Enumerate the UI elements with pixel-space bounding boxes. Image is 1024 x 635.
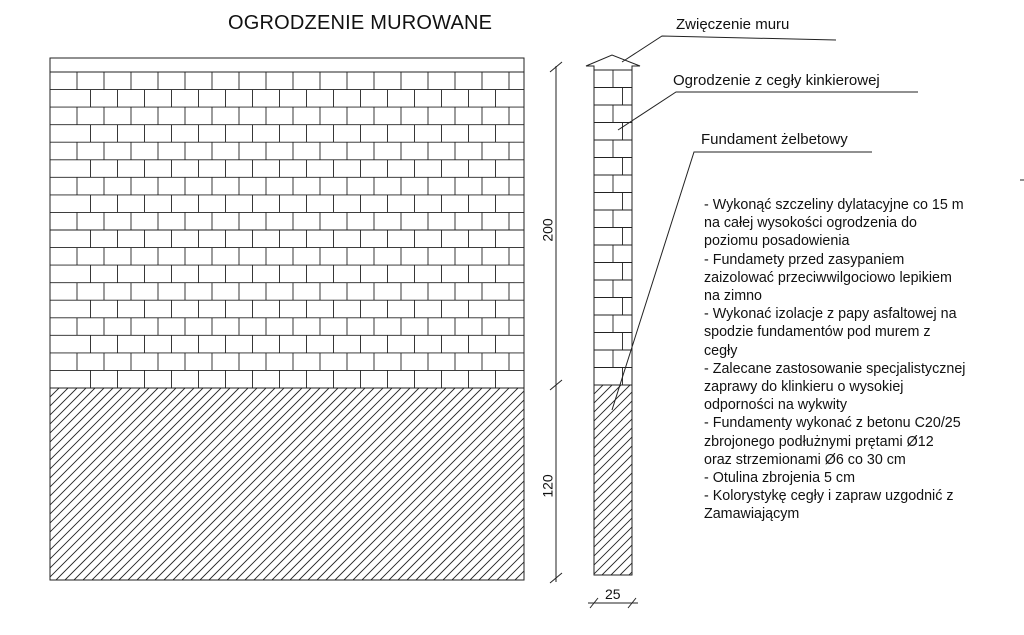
foundation-hatch — [0, 388, 716, 580]
dimension-foundation-depth: 120 — [539, 474, 556, 498]
hatch-line — [0, 388, 149, 580]
label-brick-fence: Ogrodzenie z cegły kinkierowej — [673, 72, 880, 89]
hatch-line — [0, 388, 167, 580]
hatch-line — [0, 388, 95, 580]
note-line: Zamawiającym — [704, 506, 800, 523]
wall-cap — [586, 55, 640, 70]
hatch-line — [0, 388, 176, 580]
section-hatch-line — [485, 385, 675, 575]
section-hatch-line — [404, 385, 594, 575]
section-hatch-line — [503, 385, 693, 575]
note-line: oraz strzemionami Ø6 co 30 cm — [704, 451, 906, 468]
note-line: - Wykonać izolacje z papy asfaltowej na — [704, 306, 957, 323]
note-line: - Wykonąć szczeliny dylatacyjne co 15 m — [704, 197, 964, 213]
hatch-line — [497, 388, 689, 580]
note-line: - Fundamety przed zasypaniem — [704, 251, 905, 268]
page-title: OGRODZENIE MUROWANE — [228, 12, 493, 34]
hatch-line — [0, 388, 113, 580]
brick-pattern — [50, 72, 524, 388]
section-hatch-line — [476, 385, 666, 575]
section-hatch-line — [422, 385, 612, 575]
section-hatch-line — [440, 385, 630, 575]
note-line: spodzie fundamentów pod murem z — [704, 324, 931, 341]
label-wall-cap: Zwięczenie muru — [676, 16, 790, 33]
note-line: - Kolorystykę cegły i zapraw uzgodnić z — [704, 488, 954, 505]
section-hatch-line — [494, 385, 684, 575]
dimension-wall-height: 200 — [539, 218, 556, 242]
leader-line-cap — [622, 36, 836, 62]
note-line: na całej wysokości ogrodzenia do — [704, 215, 917, 232]
note-line: poziomu posadowienia — [704, 233, 850, 250]
construction-notes — [704, 196, 1004, 524]
note-line: odporności na wykwity — [704, 397, 848, 414]
note-line: - Fundamenty wykonać z betonu C20/25 — [704, 415, 961, 432]
hatch-line — [0, 388, 140, 580]
hatch-line — [0, 388, 77, 580]
wall-coping-strip — [50, 58, 524, 72]
section-brick-pattern — [594, 70, 632, 385]
note-line: na zimno — [704, 288, 763, 305]
section-hatch-line — [530, 385, 720, 575]
leader-line-brick — [618, 92, 918, 130]
hatch-line — [0, 388, 50, 580]
section-hatch-line — [431, 385, 621, 575]
hatch-line — [0, 388, 86, 580]
hatch-line — [0, 388, 122, 580]
note-line: - Zalecane zastosowanie specjalistycznej — [704, 360, 966, 377]
section-hatch-line — [467, 385, 657, 575]
label-foundation: Fundament żelbetowy — [701, 131, 848, 148]
section-hatch-line — [539, 385, 729, 575]
hatch-line — [506, 388, 698, 580]
note-line: cegły — [704, 342, 738, 359]
note-line: zbrojonego podłużnymi prętami Ø12 — [704, 433, 934, 450]
note-line: - Otulina zbrojenia 5 cm — [704, 470, 855, 487]
dimension-wall-thickness: 25 — [605, 586, 621, 602]
note-line: zaprawy do klinkieru o wysokiej — [704, 379, 904, 396]
elevation-view — [0, 58, 716, 580]
note-line: zaizolować przeciwwilgociowo lepikiem — [704, 269, 952, 286]
section-hatch-line — [413, 385, 603, 575]
